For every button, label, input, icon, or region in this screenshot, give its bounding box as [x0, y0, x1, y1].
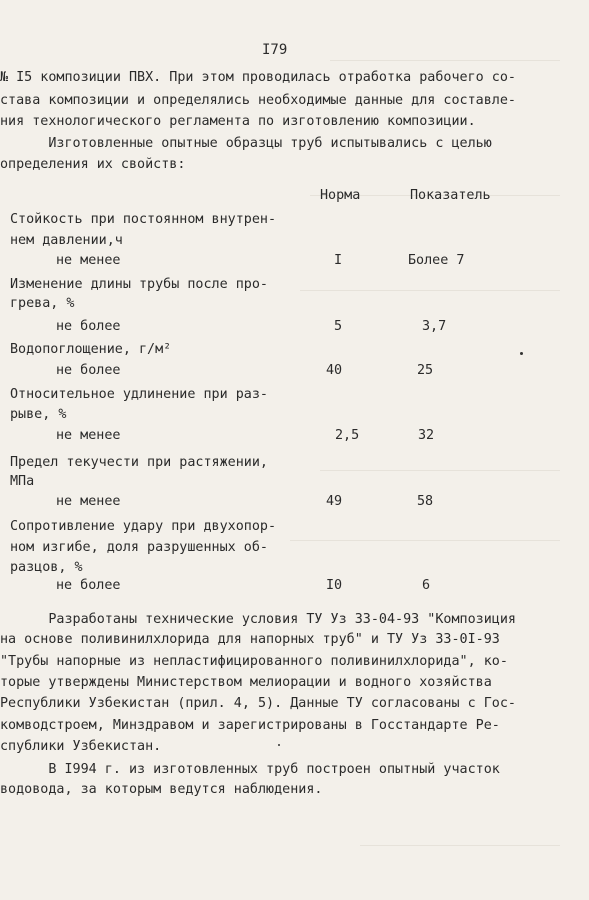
property-value: 25 — [417, 363, 434, 378]
property-condition: не менее — [56, 253, 121, 268]
property-value: 32 — [418, 428, 435, 443]
page-number: I79 — [262, 42, 288, 58]
property-condition: не более — [56, 363, 121, 378]
intro-line-4: Изготовленные опытные образцы труб испытывались с целью — [0, 136, 492, 151]
para1-line-7: спублики Узбекистан. — [0, 739, 162, 754]
bleed-through-line — [360, 845, 560, 846]
intro-line-3: ния технологического регламента по изготовлению композиции. — [0, 114, 476, 129]
para1-line-2: на основе поливинилхлорида для напорных труб" и ТУ Уз 33-0I-93 — [0, 632, 500, 647]
property-label: Стойкость при постоянном внутрен- — [10, 212, 277, 227]
para2-line-2: водовода, за которым ведутся наблюдения. — [0, 782, 323, 797]
bleed-through-line — [290, 540, 560, 541]
property-norm: 49 — [326, 494, 343, 509]
header-norm: Норма — [320, 188, 361, 203]
para2-line-1: В I994 г. из изготовленных труб построен опытный участок — [0, 762, 500, 777]
property-condition: не менее — [56, 428, 121, 443]
property-value: 3,7 — [422, 319, 447, 334]
para1-line-6: комводстроем, Минздравом и зарегистрированы в Госстандарте Ре- — [0, 718, 500, 733]
property-label: ном изгибе, доля разрушенных об- — [10, 540, 268, 555]
property-norm: I0 — [326, 578, 343, 593]
property-condition: не более — [56, 319, 121, 334]
property-value: Более 7 — [408, 253, 465, 268]
para1-line-5: Республики Узбекистан (прил. 4, 5). Данные ТУ согласованы с Гос- — [0, 696, 516, 711]
property-label: Изменение длины трубы после про- — [10, 277, 268, 292]
bleed-through-line — [300, 290, 560, 291]
property-label: разцов, % — [10, 560, 83, 575]
intro-line-2: става композиции и определялись необходимые данные для составле- — [0, 93, 516, 108]
property-label: рыве, % — [10, 407, 67, 422]
property-label: МПа — [10, 474, 35, 489]
property-norm: I — [334, 253, 343, 268]
property-norm: 5 — [334, 319, 343, 334]
property-label: грева, % — [10, 296, 75, 311]
para1-line-3: "Трубы напорные из непластифицированного поливинилхлорида", ко- — [0, 654, 508, 669]
property-norm: 2,5 — [335, 428, 360, 443]
property-label: Относительное удлинение при раз- — [10, 387, 268, 402]
property-condition: не менее — [56, 494, 121, 509]
header-value: Показатель — [410, 188, 491, 203]
ink-speck — [520, 352, 523, 355]
bleed-through-line — [320, 470, 560, 471]
property-value: 6 — [422, 578, 431, 593]
property-norm: 40 — [326, 363, 343, 378]
property-condition: не более — [56, 578, 121, 593]
intro-line-5: определения их свойств: — [0, 157, 186, 172]
property-label: Сопротивление удару при двухопор- — [10, 519, 277, 534]
para1-line-4: торые утверждены Министерством мелиорации и водного хозяйства — [0, 675, 492, 690]
intro-line-1: № I5 композиции ПВХ. При этом проводилась отработка рабочего со- — [0, 70, 516, 85]
bleed-through-line — [330, 60, 560, 61]
ink-speck — [278, 744, 280, 746]
property-label: Предел текучести при растяжении, — [10, 455, 268, 470]
property-label: Водопоглощение, г/м² — [10, 342, 172, 357]
property-value: 58 — [417, 494, 434, 509]
property-label: нем давлении,ч — [10, 233, 123, 248]
para1-line-1: Разработаны технические условия ТУ Уз 33-04-93 "Композиция — [0, 612, 516, 627]
